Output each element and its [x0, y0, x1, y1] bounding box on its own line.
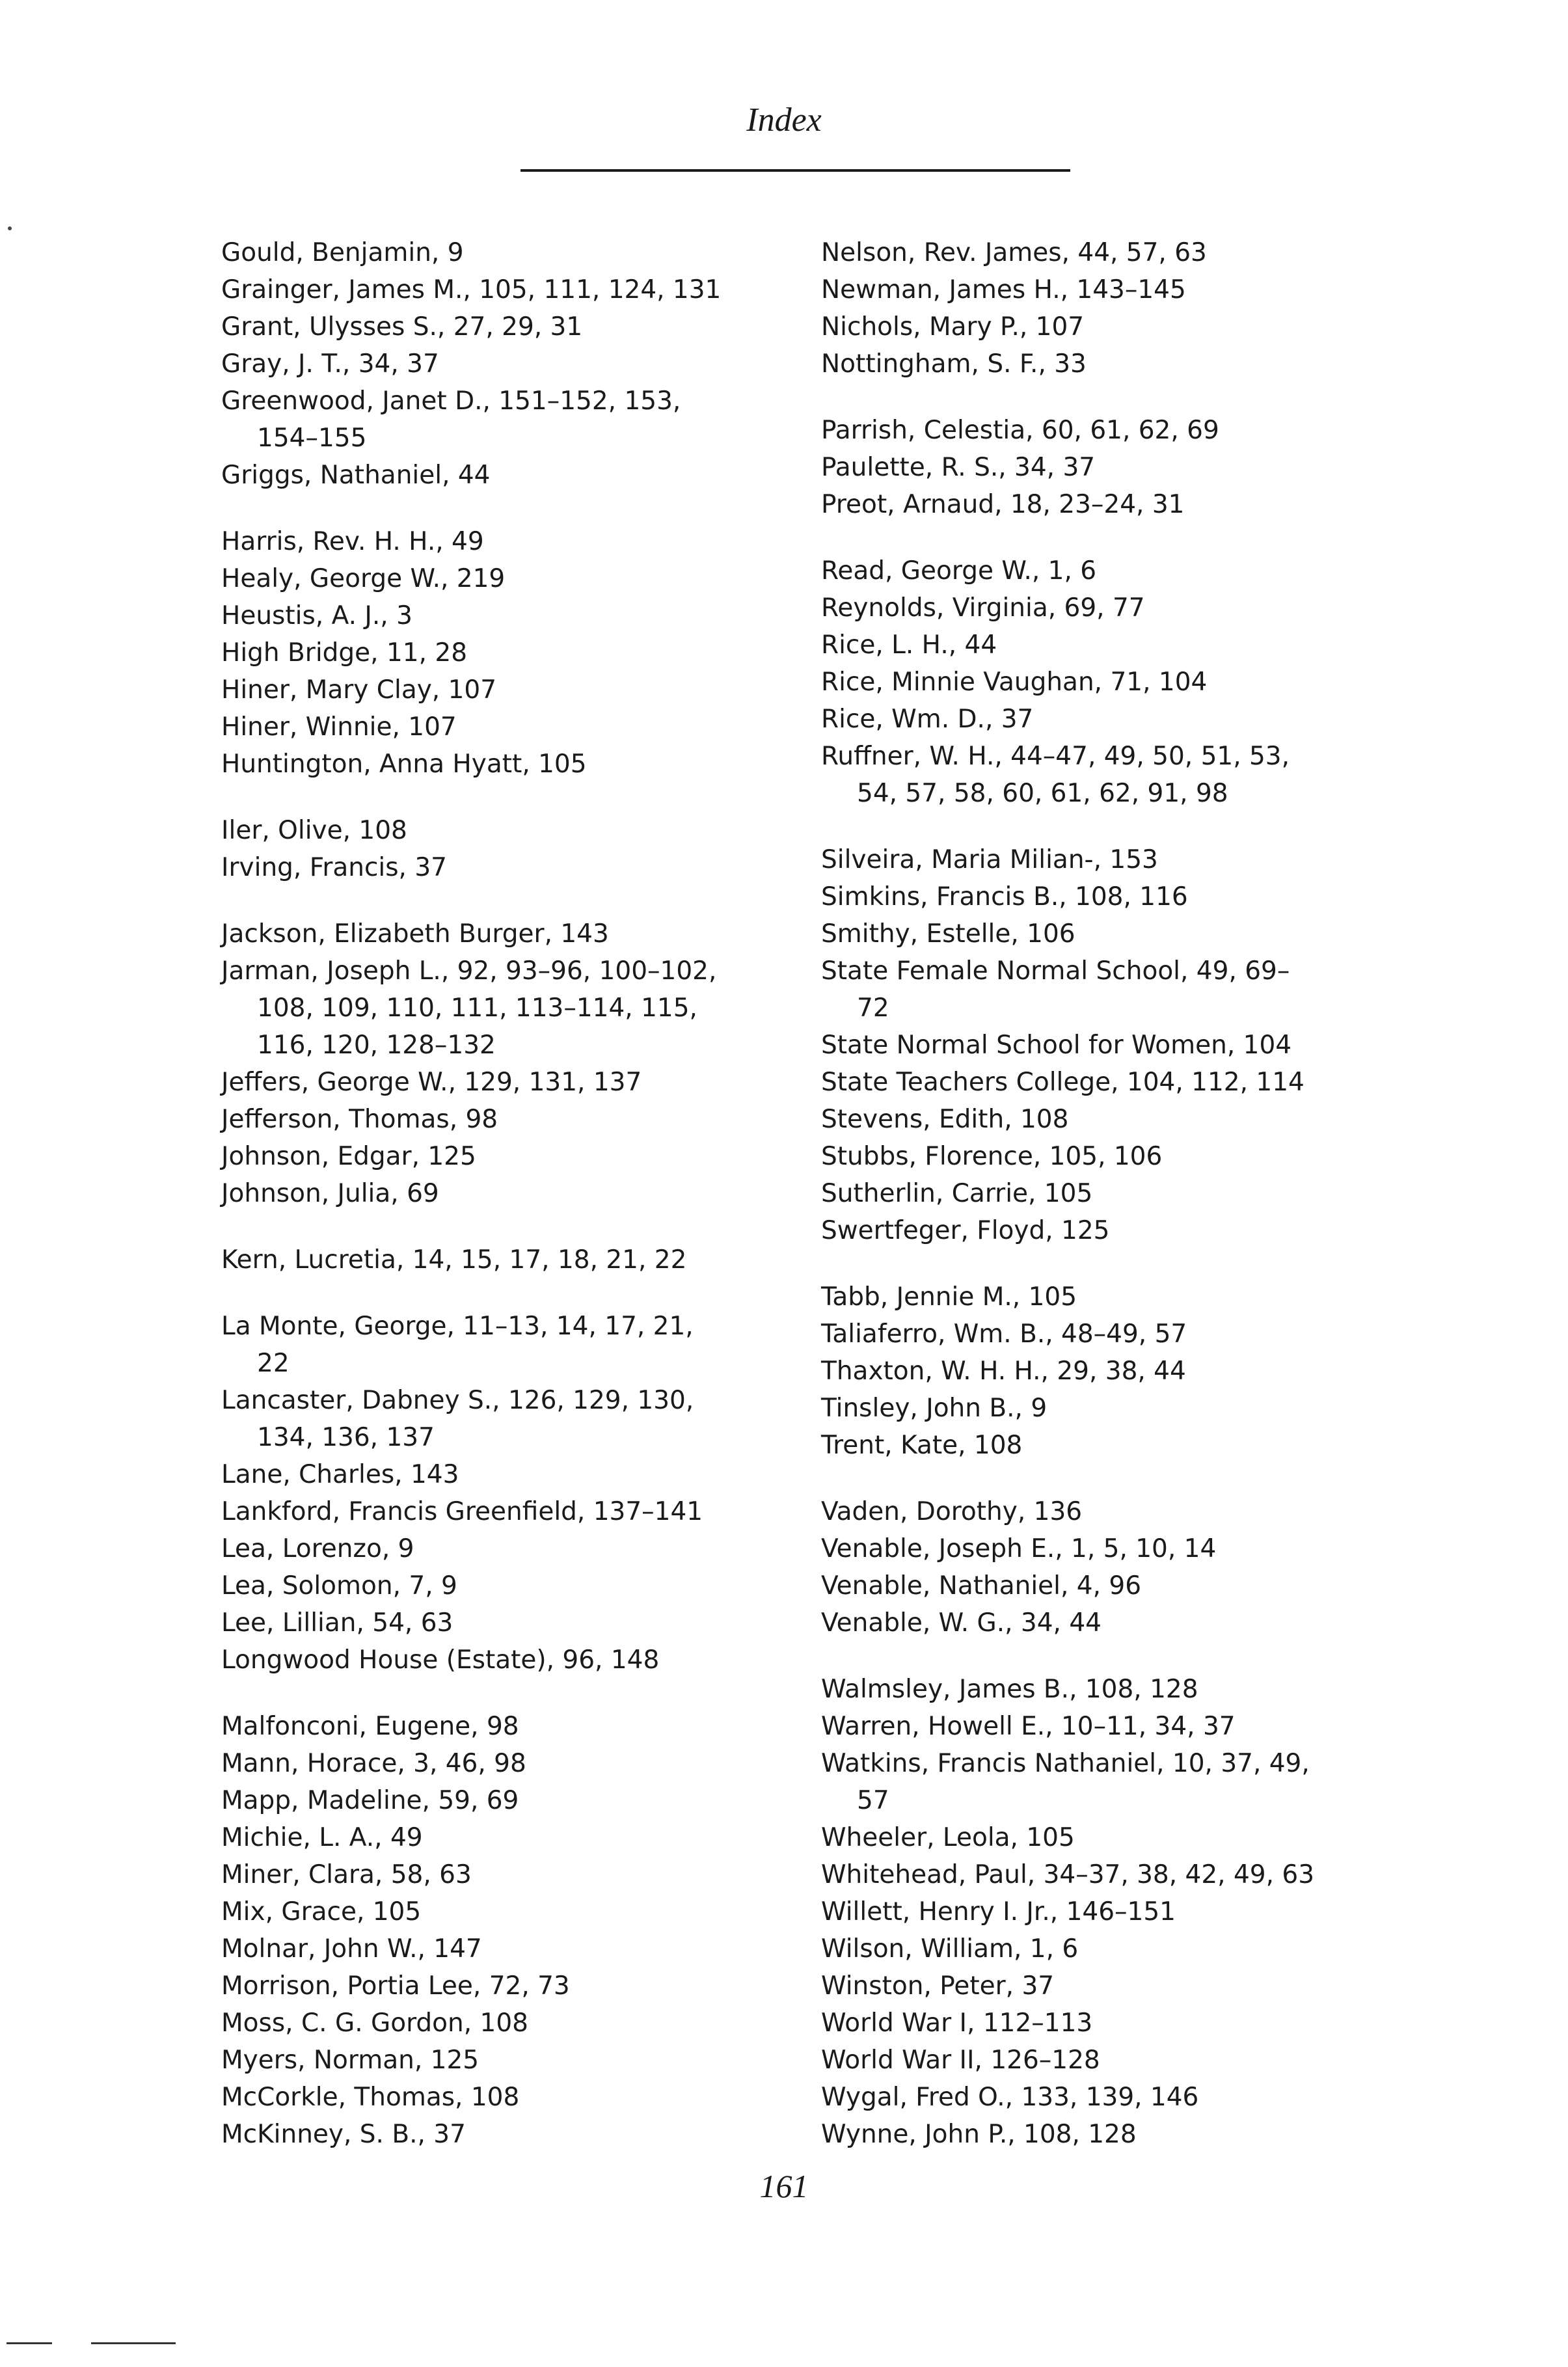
scan-speck [8, 226, 12, 230]
index-entry: Paulette, R. S., 34, 37 [821, 453, 1096, 482]
index-group [821, 1493, 1316, 1642]
index-entry: Gray, J. T., 34, 37 [221, 349, 439, 379]
index-entry: Rice, Wm. D., 37 [821, 705, 1034, 734]
index-entry: World War I, 112–113 [821, 2009, 1093, 2038]
index-entry: Smithy, Estelle, 106 [821, 919, 1075, 949]
index-entry: Reynolds, Virginia, 69, 77 [821, 593, 1145, 623]
index-group [221, 812, 722, 886]
index-entry: Lea, Solomon, 7, 9 [221, 1571, 457, 1601]
index-group [221, 523, 722, 783]
index-entry: Nichols, Mary P., 107 [821, 312, 1085, 342]
header-rule [520, 169, 1070, 172]
index-entry: State Teachers College, 104, 112, 114 [821, 1068, 1304, 1097]
index-entry: Read, George W., 1, 6 [821, 556, 1097, 586]
scan-mark [91, 2342, 176, 2344]
index-entry: Swertfeger, Floyd, 125 [821, 1216, 1110, 1245]
index-entry: Wynne, John P., 108, 128 [821, 2120, 1137, 2149]
running-head: Index [746, 101, 822, 139]
index-entry: Huntington, Anna Hyatt, 105 [221, 750, 587, 779]
index-entry: McCorkle, Thomas, 108 [221, 2083, 520, 2112]
index-group [821, 841, 1316, 1249]
index-entry: Jefferson, Thomas, 98 [221, 1105, 498, 1134]
index-entry: Johnson, Edgar, 125 [221, 1142, 476, 1171]
index-entry: Nottingham, S. F., 33 [821, 349, 1087, 379]
index-entry: Lea, Lorenzo, 9 [221, 1534, 414, 1563]
index-entry: Molnar, John W., 147 [221, 1934, 482, 1964]
index-entry: Taliaferro, Wm. B., 48–49, 57 [821, 1319, 1187, 1349]
index-group [221, 1708, 722, 2153]
index-entry: Vaden, Dorothy, 136 [821, 1497, 1083, 1526]
index-entry: Morrison, Portia Lee, 72, 73 [221, 1971, 570, 2001]
scan-mark [7, 2342, 52, 2344]
index-entry: World War II, 126–128 [821, 2046, 1100, 2075]
index-entry: Kern, Lucretia, 14, 15, 17, 18, 21, 22 [221, 1245, 687, 1275]
index-entry: Nelson, Rev. James, 44, 57, 63 [821, 238, 1207, 267]
index-entry: Grant, Ulysses S., 27, 29, 31 [221, 312, 583, 342]
index-entry: Lee, Lillian, 54, 63 [221, 1608, 453, 1638]
index-entry: High Bridge, 11, 28 [221, 638, 468, 668]
index-entry: Walmsley, James B., 108, 128 [821, 1675, 1198, 1704]
index-entry: Trent, Kate, 108 [821, 1431, 1023, 1460]
index-entry: McKinney, S. B., 37 [221, 2120, 466, 2149]
index-entry: Myers, Norman, 125 [221, 2046, 480, 2075]
index-entry: Watkins, Francis Nathaniel, 10, 37, 49, 57 [821, 1749, 1310, 1815]
index-entry: Newman, James H., 143–145 [821, 275, 1186, 304]
index-group [221, 915, 722, 1212]
index-entry: La Monte, George, 11–13, 14, 17, 21, 22 [221, 1312, 694, 1378]
index-entry: Silveira, Maria Milian-, 153 [821, 845, 1158, 874]
index-group [821, 1278, 1316, 1464]
index-entry: Moss, C. G. Gordon, 108 [221, 2009, 528, 2038]
index-entry: Mapp, Madeline, 59, 69 [221, 1786, 519, 1815]
index-entry: Parrish, Celestia, 60, 61, 62, 69 [821, 416, 1219, 445]
index-entry: Miner, Clara, 58, 63 [221, 1860, 472, 1889]
index-entry: Wygal, Fred O., 133, 139, 146 [821, 2083, 1199, 2112]
index-entry: State Normal School for Women, 104 [821, 1031, 1292, 1060]
index-entry: Stubbs, Florence, 105, 106 [821, 1142, 1163, 1171]
index-entry: Tabb, Jennie M., 105 [821, 1282, 1077, 1312]
index-entry: Johnson, Julia, 69 [221, 1179, 439, 1208]
index-entry: Malfonconi, Eugene, 98 [221, 1712, 519, 1741]
index-entry: Jeffers, George W., 129, 131, 137 [221, 1068, 642, 1097]
index-entry: State Female Normal School, 49, 69–72 [821, 956, 1290, 1023]
index-entry: Thaxton, W. H. H., 29, 38, 44 [821, 1357, 1186, 1386]
index-entry: Ruffner, W. H., 44–47, 49, 50, 51, 53, 54, 57, 58, 60, 61, 62, 91, 98 [821, 742, 1290, 808]
index-entry: Warren, Howell E., 10–11, 34, 37 [821, 1712, 1236, 1741]
index-entry: Greenwood, Janet D., 151–152, 153, 154–155 [221, 386, 681, 453]
index-entry: Winston, Peter, 37 [821, 1971, 1055, 2001]
index-entry: Lancaster, Dabney S., 126, 129, 130, 134, 136, 137 [221, 1386, 694, 1452]
index-entry: Preot, Arnaud, 18, 23–24, 31 [821, 490, 1185, 519]
index-entry: Wilson, William, 1, 6 [821, 1934, 1079, 1964]
index-group [821, 1671, 1316, 2153]
index-entry: Stevens, Edith, 108 [821, 1105, 1069, 1134]
index-entry: Mann, Horace, 3, 46, 98 [221, 1749, 526, 1778]
index-entry: Lankford, Francis Greenfield, 137–141 [221, 1497, 703, 1526]
index-entry: Griggs, Nathaniel, 44 [221, 461, 491, 490]
index-group [221, 1308, 722, 1679]
index-column-left [221, 234, 722, 2182]
index-entry: Whitehead, Paul, 34–37, 38, 42, 49, 63 [821, 1860, 1315, 1889]
index-entry: Longwood House (Estate), 96, 148 [221, 1645, 660, 1675]
index-entry: Gould, Benjamin, 9 [221, 238, 464, 267]
index-group [221, 1241, 722, 1278]
index-entry: Venable, Nathaniel, 4, 96 [821, 1571, 1142, 1601]
index-entry: Jackson, Elizabeth Burger, 143 [221, 919, 609, 949]
index-entry: Healy, George W., 219 [221, 564, 506, 593]
index-entry: Harris, Rev. H. H., 49 [221, 527, 484, 556]
index-entry: Mix, Grace, 105 [221, 1897, 422, 1927]
index-entry: Lane, Charles, 143 [221, 1460, 459, 1489]
index-group [221, 234, 722, 494]
index-entry: Willett, Henry I. Jr., 146–151 [821, 1897, 1176, 1927]
index-entry: Jarman, Joseph L., 92, 93–96, 100–102, 108, 109, 110, 111, 113–114, 115, 116, 120, 128–132 [221, 956, 717, 1060]
index-entry: Rice, Minnie Vaughan, 71, 104 [821, 668, 1208, 697]
index-entry: Simkins, Francis B., 108, 116 [821, 882, 1188, 912]
index-entry: Wheeler, Leola, 105 [821, 1823, 1075, 1852]
index-entry: Rice, L. H., 44 [821, 630, 997, 660]
index-entry: Michie, L. A., 49 [221, 1823, 423, 1852]
index-group [821, 412, 1316, 523]
index-entry: Grainger, James M., 105, 111, 124, 131 [221, 275, 722, 304]
page-number: 161 [759, 2168, 809, 2204]
index-entry: Sutherlin, Carrie, 105 [821, 1179, 1093, 1208]
index-entry: Venable, W. G., 34, 44 [821, 1608, 1102, 1638]
index-entry: Tinsley, John B., 9 [821, 1394, 1048, 1423]
index-group [821, 234, 1316, 383]
index-entry: Heustis, A. J., 3 [221, 601, 412, 630]
index-entry: Hiner, Winnie, 107 [221, 712, 457, 742]
index-entry: Iler, Olive, 108 [221, 816, 407, 845]
index-entry: Irving, Francis, 37 [221, 853, 447, 882]
index-entry: Venable, Joseph E., 1, 5, 10, 14 [821, 1534, 1217, 1563]
index-entry: Hiner, Mary Clay, 107 [221, 675, 497, 705]
index-group [821, 552, 1316, 812]
index-column-right [821, 234, 1316, 2182]
